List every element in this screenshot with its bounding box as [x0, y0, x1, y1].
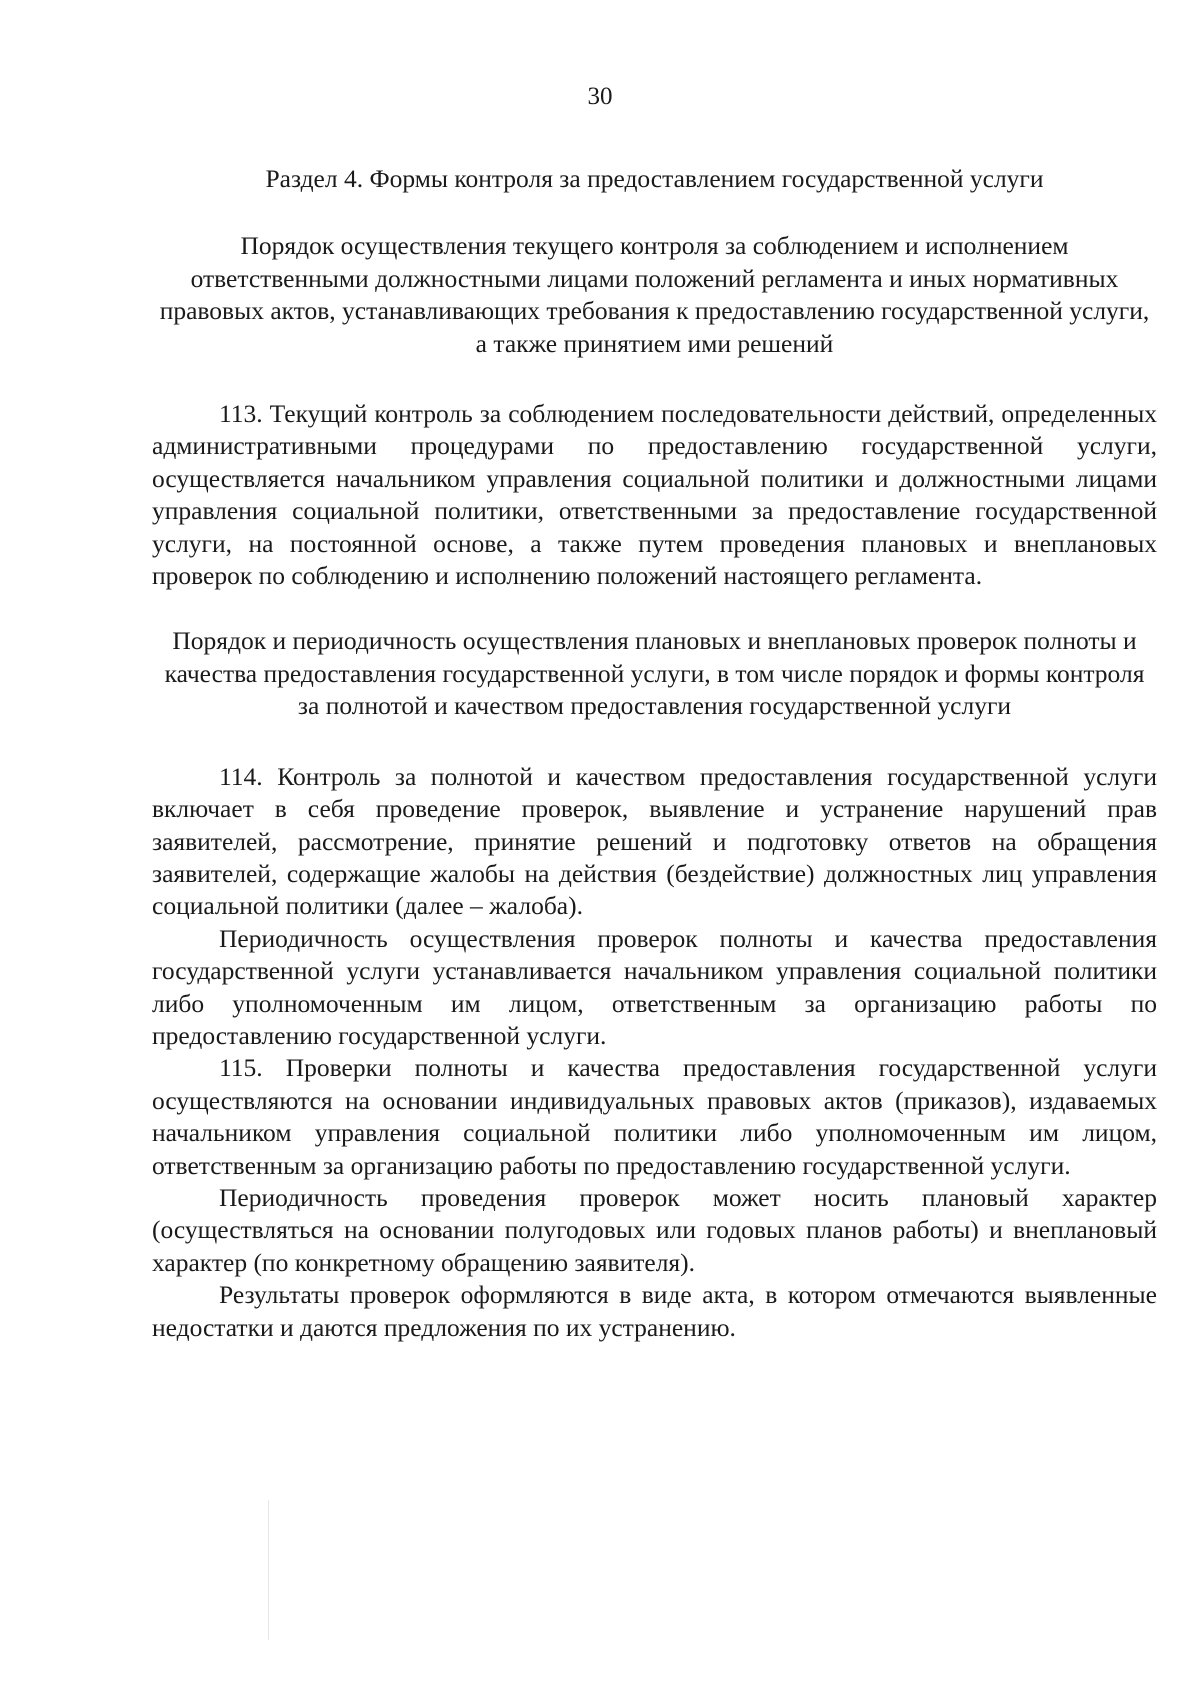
- paragraph-114-periodicity: Периодичность осуществления проверок полноты и качества предоставления государственной услуги устанавливается начальником управления социальной политики либо уполномоченным им лицом, ответственным за организацию работы по предоставлению государственной услуги.: [152, 923, 1157, 1050]
- subheading-current-control: Порядок осуществления текущего контроля за соблюдением и исполнением ответственными должностными лицами положений регламента и иных нормативных правовых актов, устанавливающих требования к предоставлению государственной услуги, а также принятием ими решений: [159, 231, 1150, 358]
- paragraph-113: 113. Текущий контроль за соблюдением последовательности действий, определенных административными процедурами по предоставлению государственной услуги, осуществляется начальником управления социальной политики и должностными лицами управления социальной политики, ответственными за предоставление государственной услуги, на постоянной основе, а также путем проведения плановых и внеплановых проверок по соблюдению и исполнению положений настоящего регламента.: [152, 399, 1157, 591]
- scan-artifact-line: [268, 1500, 269, 1640]
- subheading-periodic-checks: Порядок и периодичность осуществления плановых и внеплановых проверок полноты и качества предоставления государственной услуги, в том числе порядок и формы контроля за полнотой и качеством предоставления государственной услуги: [164, 626, 1145, 721]
- paragraph-115-periodicity: Периодичность проведения проверок может носить плановый характер (осуществляться на основании полугодовых или годовых планов работы) и внеплановый характер (по конкретному обращению заявителя).: [152, 1182, 1157, 1277]
- section-title: Раздел 4. Формы контроля за предоставлением государственной услуги: [265, 164, 1044, 193]
- paragraph-114: 114. Контроль за полнотой и качеством предоставления государственной услуги включает в себя проведение проверок, выявление и устранение нарушений прав заявителей, рассмотрение, принятие решений и подготовку ответов на обращения заявителей, содержащие жалобы на действия (бездействие) должностных лиц управления социальной политики (далее – жалоба).: [152, 761, 1157, 921]
- paragraph-115: 115. Проверки полноты и качества предоставления государственной услуги осуществляются на основании индивидуальных правовых актов (приказов), издаваемых начальником управления социальной политики либо уполномоченным им лицом, ответственным за организацию работы по предоставлению государственной услуги.: [152, 1053, 1157, 1180]
- document-body: [152, 163, 1157, 1344]
- paragraph-115-results: Результаты проверок оформляются в виде акта, в котором отмечаются выявленные недостатки и даются предложения по их устранению.: [152, 1280, 1157, 1342]
- page-number: 30: [587, 83, 613, 110]
